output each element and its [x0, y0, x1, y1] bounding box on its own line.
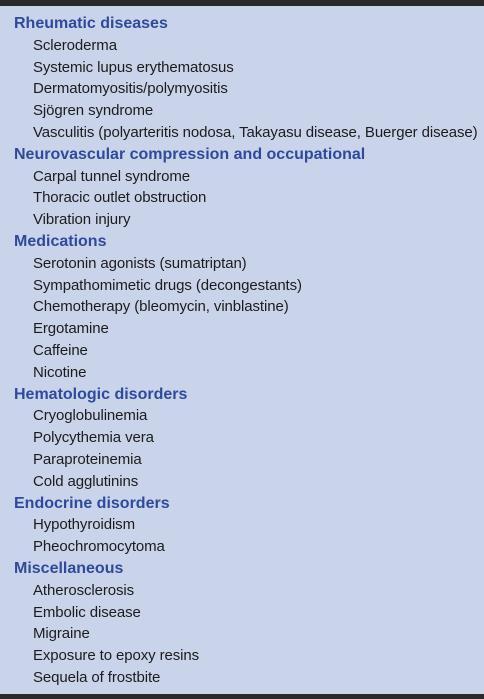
list-item: Hypothyroidism	[33, 516, 135, 534]
list-item: Vasculitis (polyarteritis nodosa, Takayasu disease, Buerger disease)	[33, 123, 478, 141]
list-item: Sjögren syndrome	[33, 102, 154, 120]
list-item: Vibration injury	[33, 211, 131, 229]
section-heading: Hematologic disorders	[14, 385, 188, 403]
section-miscellaneous	[0, 558, 484, 689]
list-item: Paraproteinemia	[33, 450, 142, 468]
list-item: Dermatomyositis/polymyositis	[33, 80, 228, 98]
section-heading: Neurovascular compression and occupational	[14, 145, 366, 163]
list-item: Scleroderma	[33, 36, 117, 54]
section-heading: Endocrine disorders	[14, 494, 170, 512]
section-heading: Miscellaneous	[14, 559, 124, 577]
list-item: Cryoglobulinemia	[33, 407, 148, 425]
section-neurovascular	[0, 144, 484, 231]
list-item: Serotonin agonists (sumatriptan)	[33, 254, 247, 272]
list-item: Sympathomimetic drugs (decongestants)	[33, 276, 302, 294]
list-item: Sequela of frostbite	[33, 668, 161, 686]
list-item: Nicotine	[33, 363, 87, 381]
list-item: Cold agglutinins	[33, 472, 139, 490]
section-heading: Rheumatic diseases	[14, 15, 168, 32]
list-item: Polycythemia vera	[33, 429, 154, 447]
list-item: Carpal tunnel syndrome	[33, 167, 191, 185]
section-heading: Medications	[14, 232, 107, 250]
list-item: Exposure to epoxy resins	[33, 647, 200, 665]
list-item: Thoracic outlet obstruction	[33, 189, 207, 207]
causes-list-panel	[0, 6, 484, 694]
section-rheumatic-diseases	[0, 13, 484, 144]
list-item: Migraine	[33, 625, 90, 643]
list-item: Chemotherapy (bleomycin, vinblastine)	[33, 298, 289, 316]
list-item: Pheochromocytoma	[33, 538, 165, 556]
list-item: Caffeine	[33, 341, 88, 359]
list-item: Atherosclerosis	[33, 581, 135, 599]
section-hematologic	[0, 384, 484, 493]
list-item: Embolic disease	[33, 603, 141, 621]
section-endocrine	[0, 493, 484, 558]
section-medications	[0, 231, 484, 384]
list-item: Systemic lupus erythematosus	[33, 58, 234, 76]
list-item: Ergotamine	[33, 320, 109, 338]
